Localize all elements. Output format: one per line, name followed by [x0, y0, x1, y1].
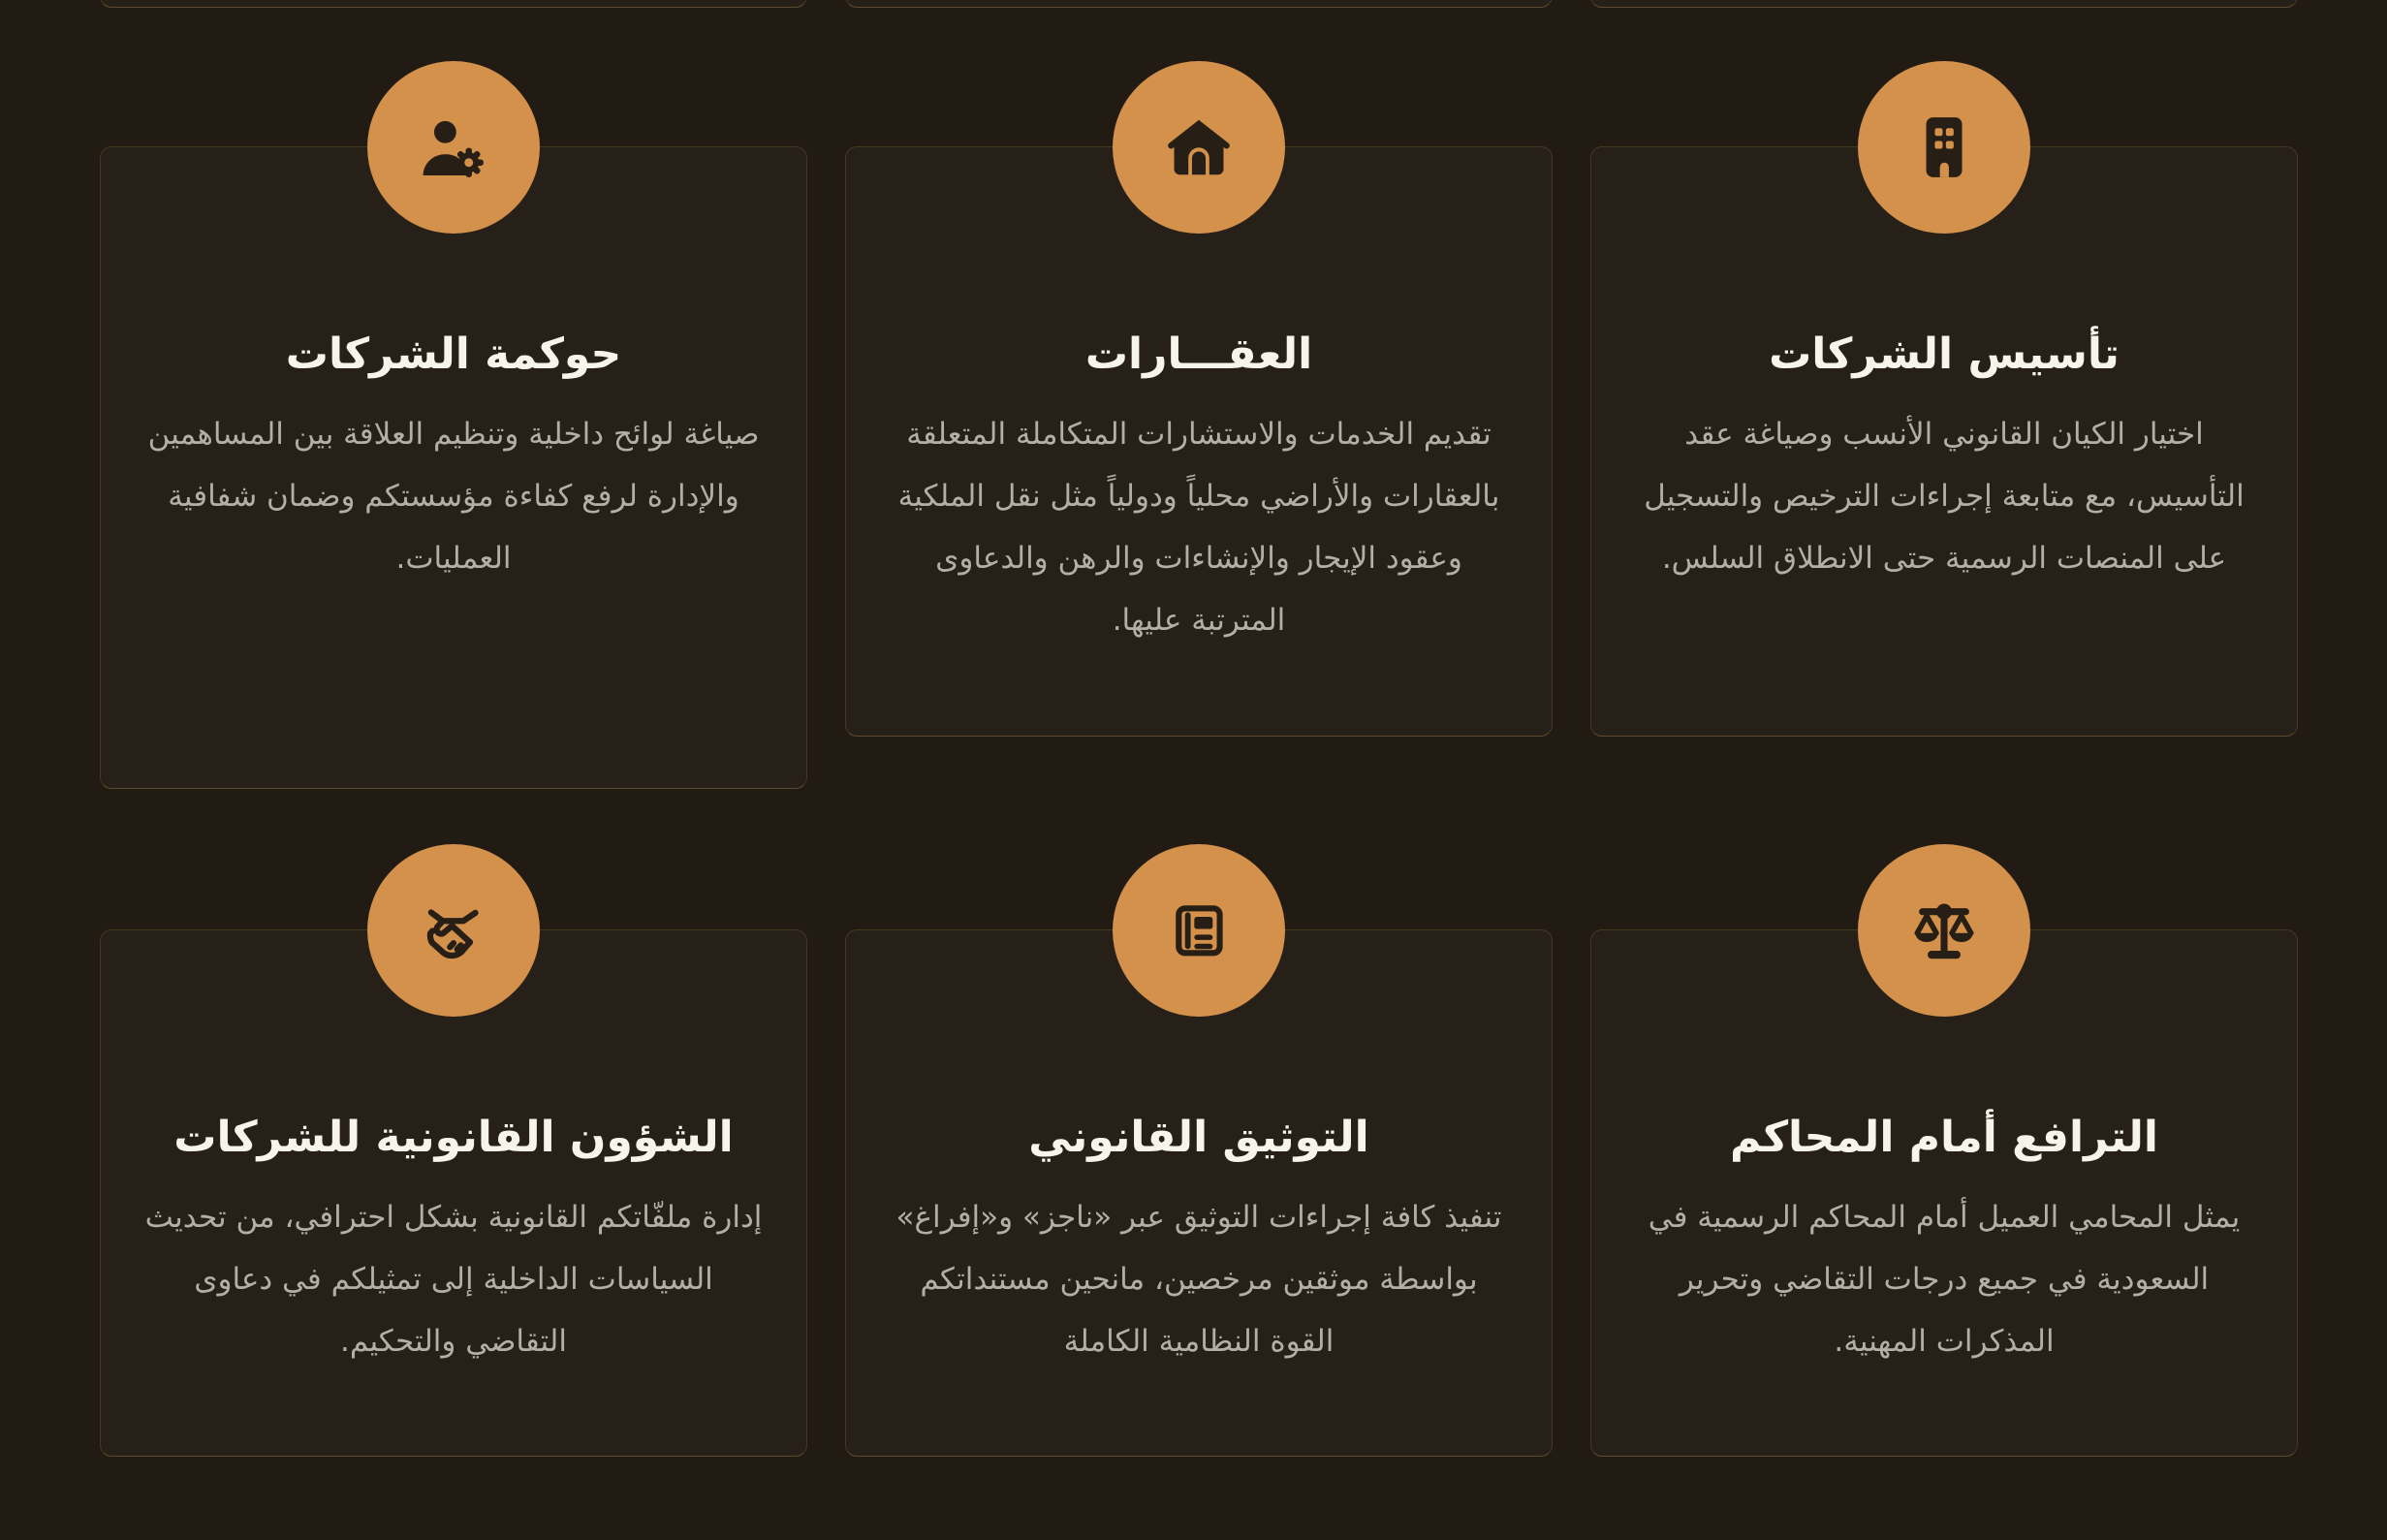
service-description: تقديم الخدمات والاستشارات المتكاملة المتعلقة بالعقارات والأراضي محلياً ودولياً مثل نقل الملكية وعقود الإيجار والإنشاءات والرهن والدعاوى المترتبة عليها. [897, 417, 1500, 639]
scale-balanced-icon [1858, 844, 2030, 1017]
service-description: إدارة ملفّاتكم القانونية بشكل احترافي، من تحديث السياسات الداخلية إلى تمثيلكم في دعاوى التقاضي والتحكيم. [144, 1200, 763, 1360]
service-description: صياغة لوائح داخلية وتنظيم العلاقة بين المساهمين والإدارة لرفع كفاءة مؤسستكم وضمان شفافية العمليات. [147, 417, 760, 577]
house-icon [1113, 61, 1285, 234]
service-title: التوثيق القانوني [1028, 1113, 1369, 1162]
service-title: العقـــارات [1084, 330, 1313, 379]
service-card-court-litigation [1590, 929, 2298, 1457]
building-icon [1858, 61, 2030, 234]
service-description: يمثل المحامي العميل أمام المحاكم الرسمية في السعودية في جميع درجات التقاضي وتحرير المذكرات المهنية. [1648, 1200, 2241, 1360]
service-card-corporate-governance [100, 146, 807, 789]
previous-card-bottom-edge [1590, 0, 2298, 8]
newspaper-icon [1113, 844, 1285, 1017]
service-card-real-estate [845, 146, 1553, 737]
service-card-corporate-legal-affairs [100, 929, 807, 1457]
previous-card-bottom-edge [845, 0, 1553, 8]
service-description: اختيار الكيان القانوني الأنسب وصياغة عقد التأسيس، مع متابعة إجراءات الترخيص والتسجيل على المنصات الرسمية حتى الانطلاق السلس. [1644, 417, 2245, 577]
service-card-company-formation [1590, 146, 2298, 737]
service-title: الشؤون القانونية للشركات [173, 1113, 734, 1162]
service-title: حوكمة الشركات [285, 330, 622, 379]
service-description: تنفيذ كافة إجراءات التوثيق عبر «ناجز» و«إفراغ» بواسطة موثقين مرخصين، مانحين مستنداتكم القوة النظامية الكاملة [895, 1200, 1502, 1360]
user-gear-icon [367, 61, 540, 234]
service-title: تأسيس الشركات [1769, 330, 2120, 379]
service-title: الترافع أمام المحاكم [1729, 1113, 2159, 1162]
service-card-legal-notarization [845, 929, 1553, 1457]
handshake-icon [367, 844, 540, 1017]
previous-card-bottom-edge [100, 0, 807, 8]
